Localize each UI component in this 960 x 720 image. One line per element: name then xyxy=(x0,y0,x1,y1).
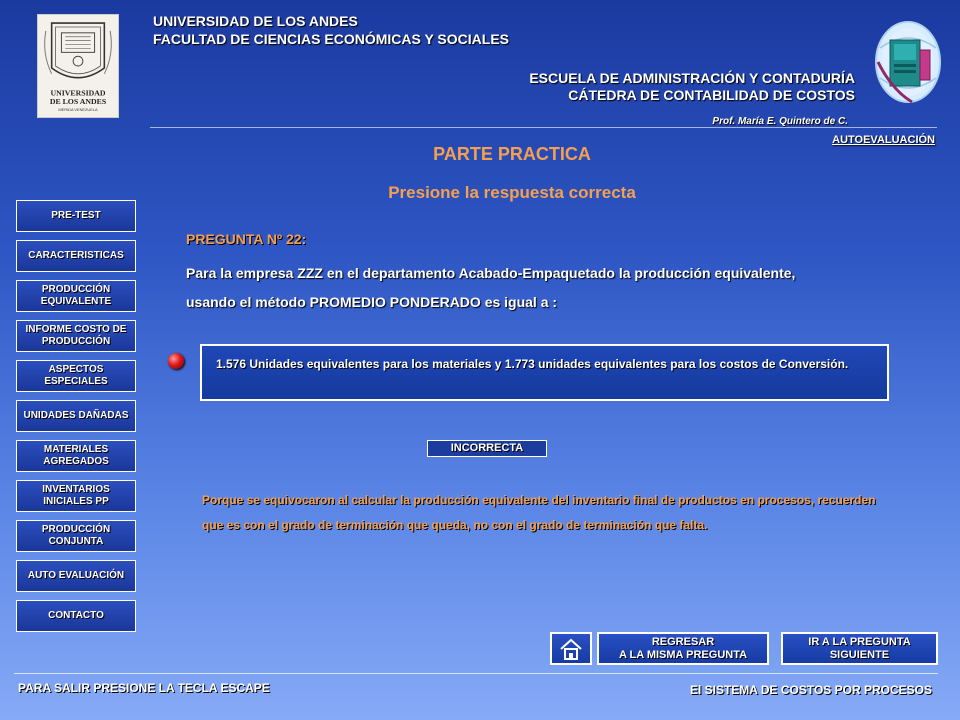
question-number: PREGUNTA Nº 22: xyxy=(186,231,307,247)
svg-text:DE LOS ANDES: DE LOS ANDES xyxy=(49,97,107,107)
back-to-question-button[interactable]: REGRESAR A LA MISMA PREGUNTA xyxy=(597,632,769,665)
sidebar-item-inventarios-iniciales[interactable]: INVENTARIOS INICIALES PP xyxy=(16,480,136,512)
sidebar-item-informe-costo[interactable]: INFORME COSTO DE PRODUCCIÓN xyxy=(16,320,136,352)
home-button[interactable] xyxy=(550,632,592,665)
sidebar-item-aspectos-especiales[interactable]: ASPECTOS ESPECIALES xyxy=(16,360,136,392)
next-question-button[interactable]: IR A LA PREGUNTA SIGUIENTE xyxy=(781,632,938,665)
page-subtitle: Presione la respuesta correcta xyxy=(388,183,636,202)
explanation-text: Porque se equivocaron al calcular la producción equivalente del inventario final de productos en procesos, recuerden que es con el grado de terminación que queda, no con el grado de terminación que falta. xyxy=(202,493,876,532)
page-title: PARTE PRACTICA xyxy=(433,144,591,164)
system-title: El SISTEMA DE COSTOS POR PROCESOS xyxy=(689,683,932,697)
answer-bullet-icon xyxy=(168,353,184,369)
sidebar-item-unidades-danadas[interactable]: UNIDADES DAÑADAS xyxy=(16,400,136,432)
result-badge: INCORRECTA xyxy=(427,440,547,457)
section-tag[interactable]: AUTOEVALUACIÓN xyxy=(832,134,935,146)
exit-hint: PARA SALIR PRESIONE LA TECLA ESCAPE xyxy=(18,681,270,695)
globe-computer-icon xyxy=(872,20,944,108)
svg-text:UNIVERSIDAD: UNIVERSIDAD xyxy=(50,88,106,98)
faculty-name: FACULTAD DE CIENCIAS ECONÓMICAS Y SOCIALES xyxy=(153,31,509,47)
sidebar-item-pre-test[interactable]: PRE-TEST xyxy=(16,200,136,232)
university-logo xyxy=(37,14,119,118)
question-line-2: usando el método PROMEDIO PONDERADO es igual a : xyxy=(186,294,558,310)
university-name: UNIVERSIDAD DE LOS ANDES xyxy=(153,13,358,29)
sidebar-item-materiales-agregados[interactable]: MATERIALES AGREGADOS xyxy=(16,440,136,472)
school-name: ESCUELA DE ADMINISTRACIÓN Y CONTADURÍA xyxy=(529,70,855,86)
sidebar-item-produccion-equivalente[interactable]: PRODUCCIÓN EQUIVALENTE xyxy=(16,280,136,312)
chair-name: CÁTEDRA DE CONTABILIDAD DE COSTOS xyxy=(568,87,855,103)
header-divider xyxy=(150,127,937,128)
sidebar-item-produccion-conjunta[interactable]: PRODUCCIÓN CONJUNTA xyxy=(16,520,136,552)
professor-name: Prof. María E. Quintero de C. xyxy=(712,116,848,127)
sidebar-item-auto-evaluacion[interactable]: AUTO EVALUACIÓN xyxy=(16,560,136,592)
sidebar-item-caracteristicas[interactable]: CARACTERISTICAS xyxy=(16,240,136,272)
question-line-1: Para la empresa ZZZ en el departamento Acabado-Empaquetado la producción equivalente, xyxy=(186,265,796,281)
home-icon xyxy=(558,636,584,662)
answer-option[interactable]: 1.576 Unidades equivalentes para los materiales y 1.773 unidades equivalentes para los costos de Conversión. xyxy=(200,344,889,401)
svg-text:MERIDA VENEZUELA: MERIDA VENEZUELA xyxy=(58,106,98,112)
sidebar-item-contacto[interactable]: CONTACTO xyxy=(16,600,136,632)
footer-divider xyxy=(14,673,938,674)
